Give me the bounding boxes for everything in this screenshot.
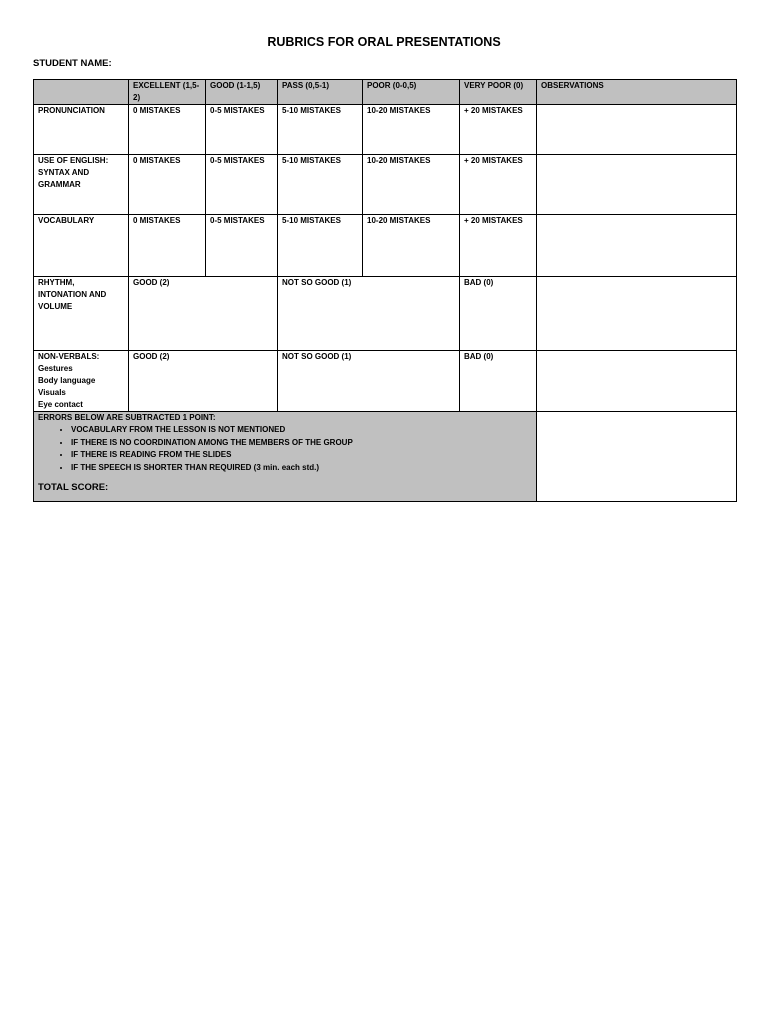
rubric-table bbox=[33, 79, 737, 502]
table-row bbox=[34, 277, 737, 351]
cell-bad: BAD (0) bbox=[460, 277, 537, 351]
cell-bad: BAD (0) bbox=[460, 351, 537, 412]
criterion-non-verbals bbox=[34, 351, 129, 412]
cell-excellent: 0 MISTAKES bbox=[129, 215, 206, 277]
cell-pass: 5-10 MISTAKES bbox=[278, 105, 363, 155]
cell-pass: 5-10 MISTAKES bbox=[278, 155, 363, 215]
cell-excellent: 0 MISTAKES bbox=[129, 105, 206, 155]
criterion-line: GRAMMAR bbox=[38, 180, 81, 189]
cell-good: 0-5 MISTAKES bbox=[206, 105, 278, 155]
cell-very-poor: + 20 MISTAKES bbox=[460, 215, 537, 277]
observations-cell[interactable] bbox=[537, 215, 737, 277]
cell-good: 0-5 MISTAKES bbox=[206, 215, 278, 277]
list-item: • IF THE SPEECH IS SHORTER THAN REQUIRED (3 min. each std.) bbox=[71, 462, 532, 475]
criterion-line: VOLUME bbox=[38, 302, 73, 311]
criterion-pronunciation: PRONUNCIATION bbox=[34, 105, 129, 155]
cell-excellent: 0 MISTAKES bbox=[129, 155, 206, 215]
cell-very-poor: + 20 MISTAKES bbox=[460, 155, 537, 215]
errors-list bbox=[38, 424, 532, 474]
list-item: • IF THERE IS NO COORDINATION AMONG THE MEMBERS OF THE GROUP bbox=[71, 437, 532, 450]
cell-good: 0-5 MISTAKES bbox=[206, 155, 278, 215]
criterion-line: USE OF ENGLISH: bbox=[38, 156, 109, 165]
table-row bbox=[34, 215, 737, 277]
errors-row bbox=[34, 412, 737, 502]
cell-very-poor: + 20 MISTAKES bbox=[460, 105, 537, 155]
criterion-line: Eye contact bbox=[38, 400, 83, 409]
criterion-line: INTONATION AND bbox=[38, 290, 107, 299]
observations-cell[interactable] bbox=[537, 105, 737, 155]
page-title: RUBRICS FOR ORAL PRESENTATIONS bbox=[267, 35, 501, 49]
total-score-label: TOTAL SCORE: bbox=[38, 482, 109, 493]
criterion-vocabulary: VOCABULARY bbox=[34, 215, 129, 277]
observations-cell[interactable] bbox=[537, 155, 737, 215]
cell-not-so-good: NOT SO GOOD (1) bbox=[278, 277, 460, 351]
table-row bbox=[34, 155, 737, 215]
criterion-use-of-english bbox=[34, 155, 129, 215]
criterion-rhythm bbox=[34, 277, 129, 351]
cell-pass: 5-10 MISTAKES bbox=[278, 215, 363, 277]
errors-cell bbox=[34, 412, 537, 502]
list-item: • VOCABULARY FROM THE LESSON IS NOT MENTIONED bbox=[71, 424, 532, 437]
cell-poor: 10-20 MISTAKES bbox=[363, 105, 460, 155]
header-excellent: EXCELLENT (1,5-2) bbox=[129, 80, 206, 105]
cell-poor: 10-20 MISTAKES bbox=[363, 155, 460, 215]
criterion-line: NON-VERBALS: bbox=[38, 352, 100, 361]
header-row bbox=[34, 80, 737, 105]
header-good: GOOD (1-1,5) bbox=[206, 80, 278, 105]
list-item: • IF THERE IS READING FROM THE SLIDES bbox=[71, 449, 532, 462]
header-poor: POOR (0-0,5) bbox=[363, 80, 460, 105]
cell-good: GOOD (2) bbox=[129, 277, 278, 351]
criterion-line: RHYTHM, bbox=[38, 278, 75, 287]
cell-poor: 10-20 MISTAKES bbox=[363, 215, 460, 277]
criterion-line: Visuals bbox=[38, 388, 66, 397]
cell-good: GOOD (2) bbox=[129, 351, 278, 412]
observations-cell[interactable] bbox=[537, 412, 737, 502]
observations-cell[interactable] bbox=[537, 351, 737, 412]
errors-heading: ERRORS BELOW ARE SUBTRACTED 1 POINT: bbox=[38, 413, 216, 422]
observations-cell[interactable] bbox=[537, 277, 737, 351]
criterion-line: Gestures bbox=[38, 364, 73, 373]
criterion-line: SYNTAX AND bbox=[38, 168, 90, 177]
header-very-poor: VERY POOR (0) bbox=[460, 80, 537, 105]
criterion-line: Body language bbox=[38, 376, 96, 385]
table-row bbox=[34, 351, 737, 412]
header-pass: PASS (0,5-1) bbox=[278, 80, 363, 105]
cell-not-so-good: NOT SO GOOD (1) bbox=[278, 351, 460, 412]
header-blank-cell bbox=[34, 80, 129, 105]
header-observations: OBSERVATIONS bbox=[537, 80, 737, 105]
table-row bbox=[34, 105, 737, 155]
student-name-label: STUDENT NAME: bbox=[33, 58, 112, 69]
